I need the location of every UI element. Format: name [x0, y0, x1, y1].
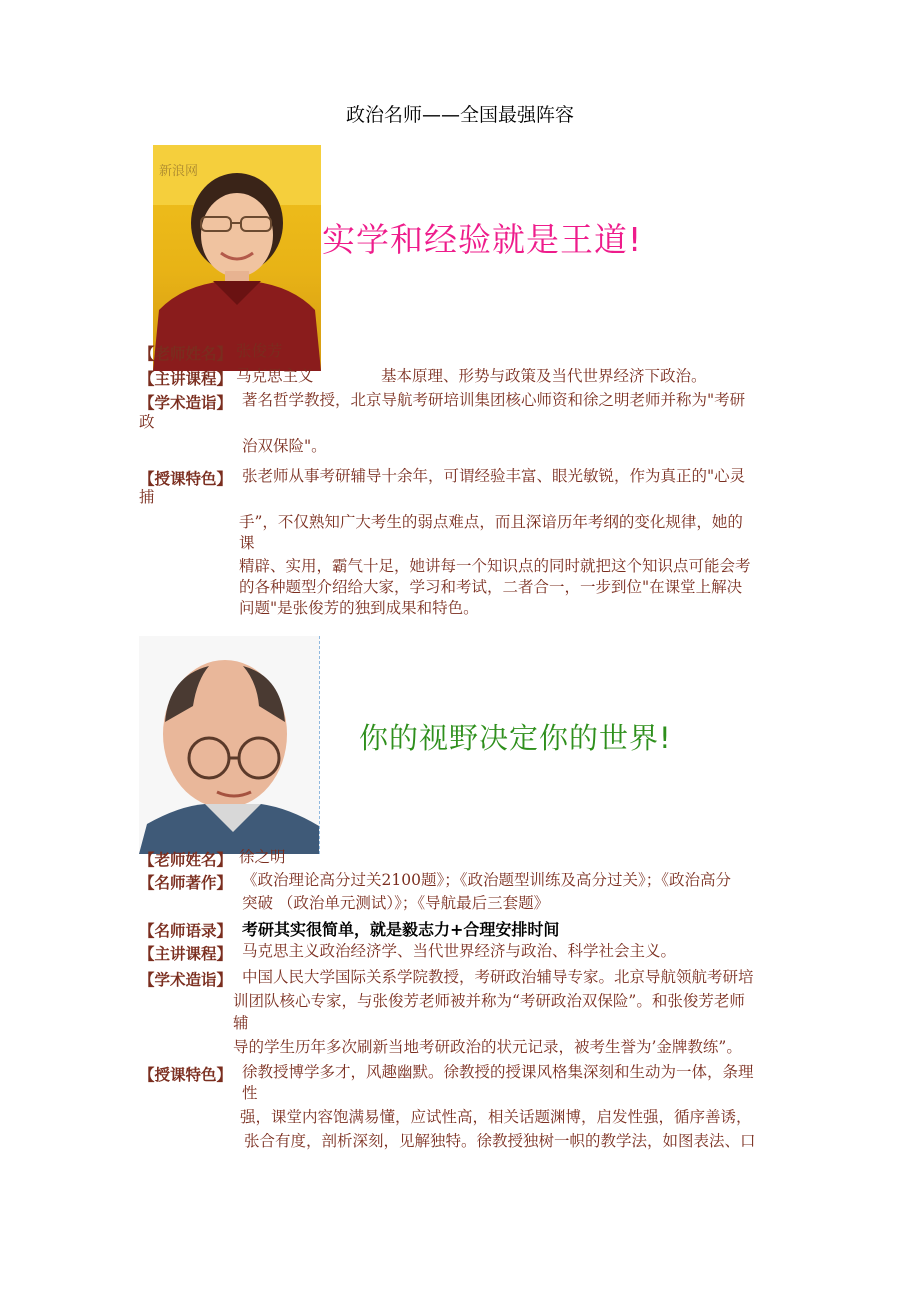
teacher-2-academic-line: 中国人民大学国际关系学院教授，考研政治辅导专家。北京导航领航考研培: [242, 968, 754, 986]
teacher-2-works-line: 突破 （政治单元测试）》；《导航最后三套题》: [242, 894, 550, 912]
teacher-2-slogan: 你的视野决定你的世界!: [359, 721, 672, 755]
teacher-2-style-line: 性: [242, 1084, 258, 1102]
teacher-1-style-line: 的各种题型介绍给大家，学习和考试，二者合一，一步到位"在课堂上解决: [239, 578, 743, 596]
teacher-2-course: 马克思主义政治经济学、当代世界经济与政治、科学社会主义。: [242, 942, 677, 960]
teacher-1-style-line: 课: [239, 534, 255, 552]
teacher-2-quote-label: 【名师语录】: [139, 921, 233, 940]
teacher-1-academic-line: 著名哲学教授，北京导航考研培训集团核心师资和徐之明老师并称为"考研: [242, 391, 746, 409]
teacher-1-style-line: 捕: [139, 488, 155, 506]
teacher-1-name: 张俊芳: [236, 342, 283, 360]
teacher-1-academic-line: 政: [139, 413, 155, 431]
teacher-2-name-label: 【老师姓名】: [139, 850, 233, 869]
teacher-2-photo: [139, 636, 320, 854]
teacher-2-course-label: 【主讲课程】: [139, 944, 233, 963]
teacher-1-course-label: 【主讲课程】: [139, 369, 233, 388]
page-title: 政治名师——全国最强阵容: [345, 104, 574, 126]
teacher-1-academic-line: 治双保险"。: [242, 437, 327, 455]
teacher-1-style-line: 手”，不仅熟知广大考生的弱点难点，而且深谙历年考纲的变化规律，她的: [239, 513, 743, 531]
teacher-2-style-label: 【授课特色】: [139, 1065, 233, 1084]
teacher-1-style-label: 【授课特色】: [139, 469, 233, 488]
teacher-2-name: 徐之明: [239, 848, 286, 866]
teacher-1-name-label: 【老师姓名】: [139, 344, 233, 363]
teacher-1-course: 基本原理、形势与政策及当代世界经济下政治。: [381, 367, 707, 385]
teacher-1-style-line: 精辟、实用，霸气十足，她讲每一个知识点的同时就把这个知识点可能会考: [239, 557, 751, 575]
teacher-2-academic-line: 训团队核心专家，与张俊芳老师被并称为“考研政治双保险”。和张俊芳老师: [233, 992, 745, 1010]
teacher-2-academic-label: 【学术造诣】: [139, 970, 233, 989]
teacher-2-works-label: 【名师著作】: [139, 873, 233, 892]
teacher-2-academic-line: 辅: [233, 1014, 249, 1032]
teacher-1-academic-label: 【学术造诣】: [139, 393, 233, 412]
teacher-1-course-prefix: 马克思主义: [236, 367, 314, 385]
teacher-2-style-line: 张合有度，剖析深刻，见解独特。徐教授独树一帜的教学法，如图表法、口: [244, 1132, 756, 1150]
teacher-1-style-line: 张老师从事考研辅导十余年，可谓经验丰富、眼光敏锐，作为真正的"心灵: [242, 467, 746, 485]
teacher-1-style-line: 问题"是张俊芳的独到成果和特色。: [239, 599, 479, 617]
teacher-2-style-line: 徐教授博学多才，风趣幽默。徐教授的授课风格集深刻和生动为一体，条理: [242, 1063, 754, 1081]
teacher-2-works-line: 《政治理论高分过关2100题》；《政治题型训练及高分过关》；《政治高分: [242, 871, 731, 889]
teacher-2-style-line: 强，课堂内容饱满易懂，应试性高，相关话题渊博，启发性强，循序善诱，: [240, 1108, 752, 1126]
svg-text:新浪网: 新浪网: [159, 164, 199, 179]
teacher-1-slogan: 实学和经验就是王道!: [322, 220, 643, 259]
teacher-2-academic-line: 导的学生历年多次刷新当地考研政治的状元记录，被考生誉为’金牌教练”。: [233, 1038, 742, 1056]
teacher-2-quote: 考研其实很简单，就是毅志力+合理安排时间: [242, 920, 560, 939]
teacher-1-photo: [153, 145, 321, 371]
